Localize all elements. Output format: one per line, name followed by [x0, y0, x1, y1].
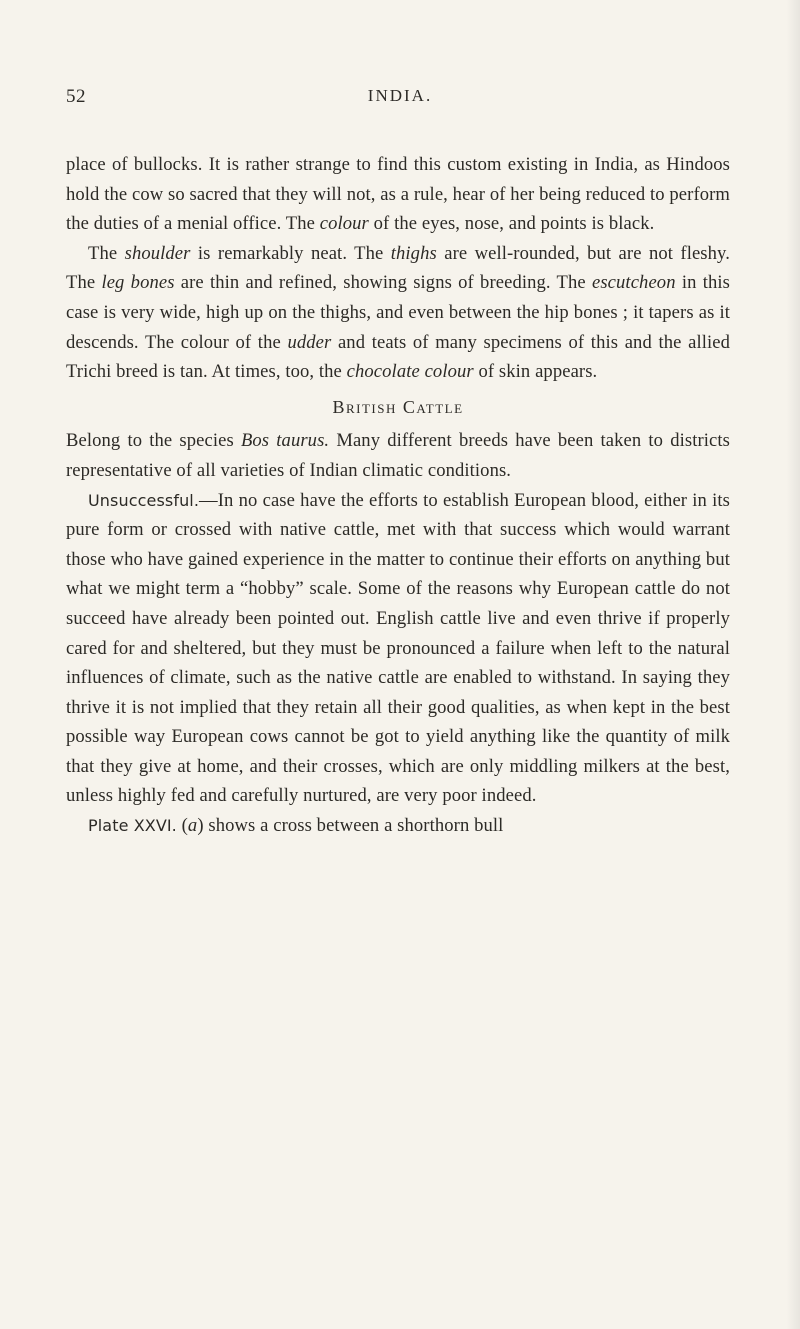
- page-number: 52: [66, 86, 86, 107]
- italic-term: chocolate colour: [346, 361, 474, 383]
- text-run: is remarkably neat. The: [190, 242, 391, 264]
- text-run: Belong to the species: [66, 430, 241, 452]
- paragraph: [66, 486, 730, 812]
- text-run: ) shows a cross between a shorthorn bull: [197, 815, 504, 837]
- text-run: and teats of many specimens of this and the allied Trichi breed is tan. At times, too, the: [66, 331, 730, 383]
- text-run: in this case is very wide, high up on the thighs, and even between the hip bones ; it tapers as it descends. The colour of the: [66, 272, 730, 353]
- italic-term: escutcheon: [591, 272, 676, 294]
- paragraph: [66, 150, 730, 239]
- paragraph: [66, 426, 730, 485]
- italic-term: colour: [319, 213, 369, 235]
- paragraph: [66, 239, 730, 387]
- text-run: are well-rounded, but are not fleshy. The: [66, 242, 730, 294]
- paragraph: [66, 811, 730, 841]
- italic-term: a: [187, 815, 198, 837]
- page-header: [0, 86, 800, 116]
- text-run: Many different breeds have been taken to districts representative of all varieties of Indian climatic conditions.: [66, 430, 730, 481]
- italic-term: shoulder: [124, 242, 191, 264]
- run-in-heading: Plate XXVI.: [88, 816, 177, 836]
- text-run: of skin appears.: [473, 361, 598, 383]
- text-run: —In no case have the efforts to establish European blood, either in its pure form or crossed with native cattle, met with that success which would warrant those who have gained experience in the matter to continue their efforts on anything but what we might term a “hobby” scale. Some of the reasons why European cattle do not succeed have already been pointed out. English cattle live and even thrive if properly cared for and sheltered, but they must be pronounced a failure when left to the natural influences of climate, such as the native cattle are enabled to withstand. In saying they thrive it is not implied that they retain all their good qualities, as when kept in the best possible way European cows cannot be got to yield anything like the quantity of milk that they give at home, and their crosses, which are only middling milkers at the best, unless highly fed and carefully nurtured, are very poor indeed.: [66, 489, 730, 807]
- italic-term: thighs: [390, 242, 437, 264]
- section-heading: British Cattle: [332, 396, 464, 417]
- page-edge-shadow: [786, 0, 800, 1329]
- text-run: (: [176, 815, 188, 837]
- text-run: place of bullocks. It is rather strange to find this custom existing in India, as Hindoos hold the cow so sacred that they will not, as a rule, hear of her being reduced to perform the duties of a menial office. The: [66, 154, 730, 235]
- italic-term: Bos taurus.: [240, 430, 330, 452]
- running-head: INDIA.: [367, 86, 433, 105]
- page-body: [66, 150, 730, 841]
- italic-term: udder: [287, 331, 332, 353]
- italic-term: leg bones: [101, 272, 175, 294]
- run-in-heading: Unsuccessful.: [88, 490, 200, 510]
- text-run: are thin and refined, showing signs of breeding. The: [174, 272, 592, 294]
- text-run: of the eyes, nose, and points is black.: [368, 213, 655, 235]
- text-run: The: [88, 242, 125, 264]
